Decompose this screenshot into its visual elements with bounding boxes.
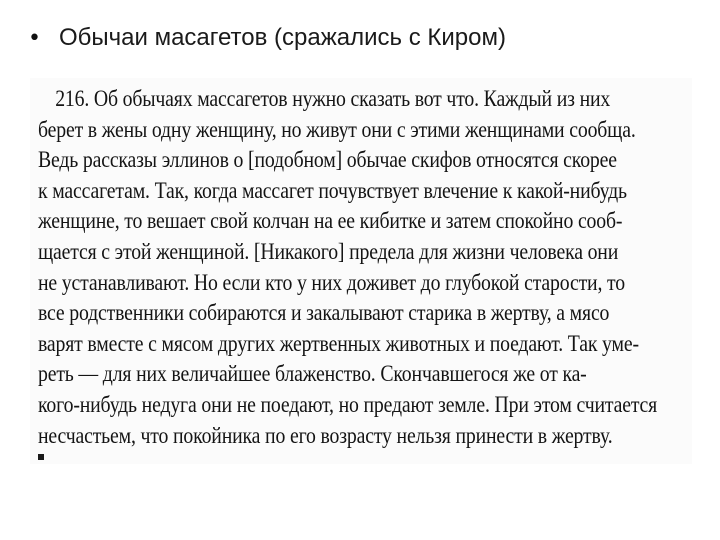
text-line: Ведь рассказы эллинов о [подобном] обычае скифов относятся скорее — [38, 147, 617, 173]
slide-title-row — [28, 18, 506, 58]
text-line: все родственники собираются и закалывают старика в жертву, а мясо — [38, 300, 610, 326]
text-line: несчастьем, что покойника по его возрасту нельзя принести в жертву. — [38, 422, 613, 448]
slide-title: Обычаи масагетов (сражались с Киром) — [58, 24, 506, 51]
text-line: берет в жены одну женщину, но живут они с этими женщинами сообща. — [38, 116, 636, 142]
text-line: варят вместе с мясом других жертвенных животных и поедают. Так уме- — [38, 330, 639, 356]
scanned-text-image — [30, 78, 692, 464]
text-line: женщине, то вешает свой колчан на ее кибитке и затем спокойно сооб- — [38, 208, 623, 234]
bullet-icon: • — [28, 25, 41, 51]
scanned-text-body — [38, 84, 688, 451]
text-line: не устанавливают. Но если кто у них доживет до глубокой старости, то — [38, 269, 625, 295]
text-line: щается с этой женщиной. [Никакого] предела для жизни человека они — [38, 238, 619, 264]
cut-off-glyph — [38, 454, 44, 460]
text-line: реть — для них величайшее блаженство. Скончавшегося же от ка- — [38, 361, 587, 387]
text-line: кого-нибудь недуга они не поедают, но предают земле. При этом считается — [38, 391, 658, 417]
text-line: 216. Об обычаях массагетов нужно сказать вот что. Каждый из них — [55, 86, 611, 111]
text-line: к массагетам. Так, когда массагет почувствует влечение к какой-нибудь — [38, 177, 627, 203]
